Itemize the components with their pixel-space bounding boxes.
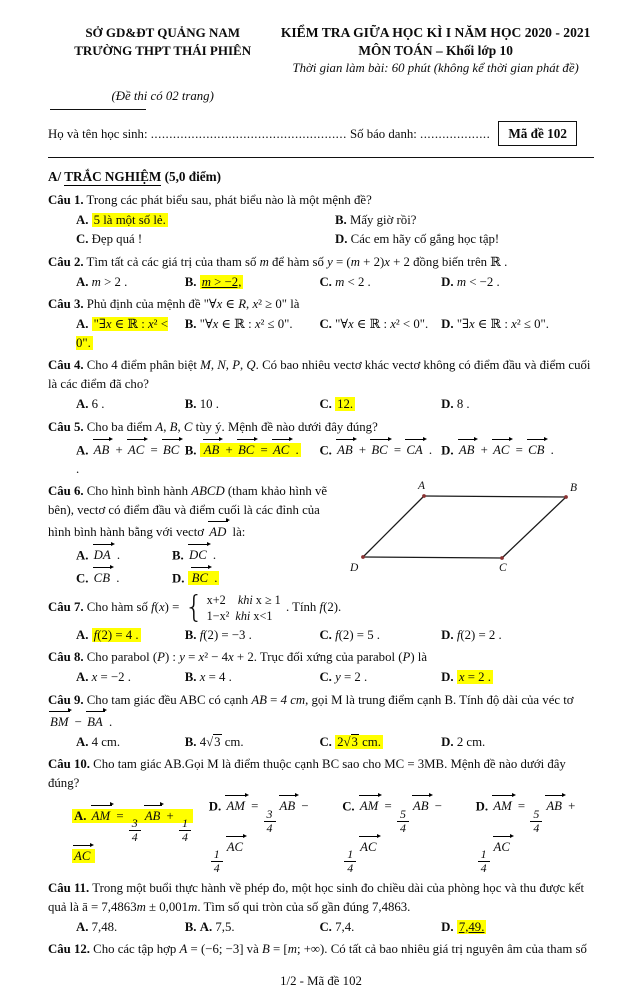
option-letter: C. bbox=[319, 734, 332, 749]
answer-option[interactable] bbox=[76, 668, 185, 688]
option-letter: A. bbox=[76, 670, 89, 685]
answer-option[interactable] bbox=[76, 272, 185, 292]
question-number: Câu 3. bbox=[48, 297, 84, 312]
option-text: "∀x ∈ ℝ : x² ≤ 0". bbox=[199, 317, 293, 332]
option-text: 12. bbox=[337, 396, 354, 411]
answer-option[interactable] bbox=[76, 565, 172, 588]
option-letter: C. bbox=[319, 627, 332, 642]
question bbox=[48, 418, 594, 479]
question bbox=[48, 691, 594, 752]
option-letter: C. bbox=[319, 274, 332, 289]
answer-option[interactable] bbox=[476, 793, 594, 875]
option-text: DC . bbox=[187, 548, 216, 562]
option-text: y = 2 . bbox=[335, 670, 368, 685]
answer-option[interactable] bbox=[72, 803, 194, 867]
option-letter: B. bbox=[184, 317, 197, 332]
question-text: Trong một buổi thực hành về phép đo, một học sinh đo chiều dài của phòng học và thu được kết quả là ā = 7,4863m ± 0,001m. Tìm số qui tròn của số gần đúng 7,4863. bbox=[48, 881, 585, 914]
question-text: Phủ định của mệnh đề "∀x ∈ R, x² ≥ 0" là bbox=[86, 297, 300, 312]
vertex-label-d: D bbox=[350, 562, 359, 575]
option-text: 10 . bbox=[199, 396, 219, 411]
answer-option[interactable] bbox=[185, 668, 320, 688]
department-name: SỞ GD&ĐT QUẢNG NAM bbox=[85, 25, 240, 40]
page-footer: 1/2 - Mã đề 102 bbox=[280, 973, 362, 988]
parallelogram-figure bbox=[342, 478, 594, 588]
option-letter: C. bbox=[76, 571, 89, 586]
option-letter: B. bbox=[184, 274, 197, 289]
question-stem bbox=[48, 356, 594, 393]
question-number: Câu 10. bbox=[48, 757, 90, 772]
question bbox=[48, 482, 594, 588]
option-letter: B. bbox=[184, 919, 197, 934]
option-letter: A. bbox=[76, 274, 89, 289]
header-right bbox=[277, 24, 594, 78]
option-text: "∀x ∈ ℝ : x² < 0". bbox=[335, 317, 429, 332]
option-text: m > −2, bbox=[201, 274, 242, 289]
option-letter: A. bbox=[76, 548, 89, 563]
answer-option[interactable] bbox=[185, 732, 320, 752]
option-text: 4 cm. bbox=[91, 734, 121, 749]
question-stem bbox=[48, 879, 594, 916]
answer-option[interactable] bbox=[76, 210, 335, 230]
exam-duration: Thời gian làm bài: 60 phút (không kể thời gian phát đề) bbox=[292, 60, 579, 75]
question bbox=[48, 253, 594, 292]
header-left bbox=[48, 24, 277, 78]
option-text: AB + BC = CA . bbox=[335, 443, 432, 457]
option-letter: D. bbox=[172, 571, 185, 586]
option-letter: B. bbox=[184, 396, 197, 411]
answer-option[interactable] bbox=[319, 272, 441, 292]
question-text: Cho tam giác AB.Gọi M là điểm thuộc cạnh BC sao cho MC = 3MB. Mệnh đề nào dưới đây đúng? bbox=[48, 757, 566, 790]
option-text: AB + AC = BC . bbox=[76, 443, 182, 476]
option-letter: D. bbox=[475, 799, 489, 814]
answer-option[interactable] bbox=[335, 230, 594, 250]
option-text: BC . bbox=[188, 571, 220, 585]
question-text: Cho tam giác đều ABC có cạnh AB = 4 cm, gọi M là trung điểm cạnh B. Tính độ dài của véc tơ BM − BA . bbox=[48, 693, 574, 729]
option-text: 6 . bbox=[91, 396, 105, 411]
page-header bbox=[48, 24, 594, 78]
student-info-row bbox=[48, 121, 594, 146]
question-text: Cho parabol (P) : y = x² − 4x + 2. Trục đối xứng của parabol (P) là bbox=[86, 650, 428, 665]
option-letter: D. bbox=[441, 443, 454, 458]
answer-option[interactable] bbox=[441, 394, 594, 414]
option-text: x = 4 . bbox=[199, 670, 232, 685]
answer-option[interactable] bbox=[76, 625, 185, 645]
question-stem bbox=[48, 253, 594, 272]
option-text: 7,49. bbox=[458, 919, 485, 934]
question-stem bbox=[48, 191, 594, 210]
answer-option[interactable] bbox=[76, 230, 335, 250]
question-stem bbox=[48, 755, 594, 792]
answer-option[interactable] bbox=[185, 394, 320, 414]
answer-option[interactable] bbox=[342, 793, 460, 875]
question bbox=[48, 940, 594, 959]
option-letter: D. bbox=[441, 734, 454, 749]
option-letter: A. bbox=[76, 734, 89, 749]
question-stem bbox=[48, 295, 594, 314]
answer-option[interactable] bbox=[76, 394, 185, 414]
option-letter: D. bbox=[335, 232, 348, 247]
question-number: Câu 9. bbox=[48, 692, 84, 707]
answer-option[interactable] bbox=[441, 625, 594, 645]
question bbox=[48, 589, 594, 645]
question bbox=[48, 879, 594, 937]
short-rule bbox=[50, 109, 146, 110]
option-letter: D. bbox=[441, 396, 454, 411]
answer-option[interactable] bbox=[441, 917, 594, 937]
answer-option[interactable] bbox=[441, 668, 594, 688]
question-number: Câu 8. bbox=[48, 650, 84, 665]
option-letter: C. bbox=[319, 396, 332, 411]
answer-option[interactable] bbox=[185, 917, 320, 937]
answer-option[interactable] bbox=[76, 315, 185, 353]
option-text: A. 7,5. bbox=[199, 919, 235, 934]
question-stem bbox=[48, 589, 594, 625]
option-letter: C. bbox=[342, 799, 355, 814]
answer-option[interactable] bbox=[76, 542, 172, 565]
option-text: m < 2 . bbox=[335, 274, 371, 289]
answer-option[interactable] bbox=[441, 437, 594, 479]
question-number: Câu 2. bbox=[48, 254, 84, 269]
option-letter: D. bbox=[441, 919, 454, 934]
question-text: Cho các tập hợp A = (−6; −3] và B = [m; +∞). Có tất cả bao nhiêu giá trị nguyên âm của tham số bbox=[93, 942, 587, 957]
option-letter: C. bbox=[319, 919, 332, 934]
exam-subject: MÔN TOÁN – Khối lớp 10 bbox=[358, 42, 513, 58]
option-text: Đẹp quá ! bbox=[91, 232, 143, 247]
answer-option[interactable] bbox=[319, 315, 441, 353]
option-letter: D. bbox=[441, 317, 454, 332]
option-text: 5 là một số lẻ. bbox=[93, 212, 166, 227]
question-text: Cho hình bình hành ABCD (tham khảo hình vẽ bên), vectơ có điểm đầu và điểm cuối là các đỉnh của hình bình hành bằng với vectơ AD là: bbox=[48, 484, 327, 539]
question-text: Cho hàm số f(x) = { x+2 khi x ≥ 1 1−x² khi x<1 . Tính f(2). bbox=[86, 589, 342, 625]
question-number: Câu 4. bbox=[48, 358, 84, 373]
option-text: f(2) = −3 . bbox=[199, 627, 252, 642]
question bbox=[48, 356, 594, 414]
question bbox=[48, 295, 594, 353]
exam-code-box: Mã đề 102 bbox=[498, 121, 577, 146]
question-number: Câu 11. bbox=[48, 881, 90, 896]
section-points: (5,0 điểm) bbox=[164, 169, 222, 185]
option-letter: D. bbox=[441, 670, 454, 685]
exam-note: (Đề thi có 02 trang) bbox=[111, 88, 214, 103]
option-letter: D. bbox=[208, 799, 222, 814]
question-text: Cho ba điểm A, B, C tùy ý. Mệnh đề nào dưới đây đúng? bbox=[86, 419, 378, 434]
option-text: Các em hãy cố gắng học tập! bbox=[350, 232, 500, 247]
option-text: f(2) = 4 . bbox=[93, 627, 139, 642]
question-number: Câu 6. bbox=[48, 484, 84, 499]
option-text: AM = $\frac{3}{4}$ AB + $\frac{1}{4}$ AC bbox=[72, 809, 193, 864]
vertex-label-c: C bbox=[499, 562, 507, 575]
student-name-label: Họ và tên học sinh: bbox=[48, 126, 148, 141]
option-letter: B. bbox=[184, 443, 197, 458]
question-stem bbox=[48, 482, 336, 541]
section-prefix: A/ bbox=[48, 169, 62, 185]
question-text: Tìm tất cả các giá trị của tham số m để hàm số y = (m + 2)x + 2 đồng biến trên ℝ . bbox=[86, 254, 508, 269]
option-text: m < −2 . bbox=[456, 274, 500, 289]
option-text: AM = $\frac{5}{4}$ AB + $\frac{1}{4}$ AC bbox=[476, 799, 576, 854]
option-text: 4√3 cm. bbox=[199, 734, 244, 749]
parallelogram-svg bbox=[342, 478, 594, 574]
sbd-blank: ................... bbox=[420, 126, 491, 141]
option-text: CB . bbox=[92, 571, 120, 585]
question bbox=[48, 648, 594, 687]
option-letter: C. bbox=[319, 317, 332, 332]
question-number: Câu 12. bbox=[48, 942, 90, 957]
option-letter: A. bbox=[76, 396, 89, 411]
option-letter: B. bbox=[335, 212, 347, 227]
vertex-label-a: A bbox=[418, 480, 426, 493]
question-stem bbox=[48, 648, 594, 667]
option-letter: C. bbox=[76, 232, 89, 247]
question bbox=[48, 191, 594, 250]
option-text: 7,4. bbox=[335, 919, 355, 934]
option-letter: A. bbox=[76, 919, 89, 934]
option-text: x = −2 . bbox=[91, 670, 131, 685]
option-text: AM = $\frac{5}{4}$ AB − $\frac{1}{4}$ AC bbox=[342, 799, 442, 854]
answer-option[interactable] bbox=[172, 565, 302, 588]
option-letter: B. bbox=[184, 627, 197, 642]
option-text: "∃x ∈ ℝ : x² < 0". bbox=[76, 317, 168, 350]
option-letter: B. bbox=[184, 670, 197, 685]
option-letter: A. bbox=[76, 627, 89, 642]
answer-option[interactable] bbox=[335, 210, 594, 230]
option-letter: A. bbox=[76, 317, 89, 332]
question-number: Câu 5. bbox=[48, 419, 84, 434]
header-divider bbox=[48, 157, 594, 158]
option-letter: A. bbox=[74, 808, 87, 823]
option-text: x = 2 . bbox=[458, 670, 491, 685]
answer-option[interactable] bbox=[185, 315, 320, 353]
option-letter: A. bbox=[76, 212, 89, 227]
question-stem bbox=[48, 940, 594, 959]
option-text: f(2) = 5 . bbox=[335, 627, 380, 642]
option-letter: B. bbox=[184, 734, 197, 749]
option-letter: A. bbox=[76, 443, 89, 458]
option-letter: D. bbox=[441, 627, 454, 642]
option-text: "∃x ∈ ℝ : x² ≤ 0". bbox=[456, 317, 549, 332]
option-text: AB + AC = CB . bbox=[457, 443, 554, 457]
option-text: DA . bbox=[92, 548, 120, 562]
answer-option[interactable] bbox=[319, 917, 441, 937]
option-text: Mấy giờ rồi? bbox=[349, 212, 417, 227]
question-text: Trong các phát biểu sau, phát biểu nào là một mệnh đề? bbox=[86, 192, 372, 207]
option-letter: C. bbox=[319, 670, 332, 685]
school-name: TRƯỜNG THPT THÁI PHIÊN bbox=[74, 42, 252, 58]
section-title: TRẮC NGHIỆM bbox=[64, 169, 162, 185]
option-text: f(2) = 2 . bbox=[456, 627, 502, 642]
answer-option[interactable] bbox=[319, 625, 441, 645]
option-text: 2 cm. bbox=[456, 734, 486, 749]
question-list bbox=[48, 191, 594, 959]
answer-option[interactable] bbox=[441, 315, 594, 353]
answer-option[interactable] bbox=[76, 732, 185, 752]
answer-option[interactable] bbox=[185, 437, 320, 479]
answer-option[interactable] bbox=[441, 732, 594, 752]
option-letter: C. bbox=[319, 443, 332, 458]
option-text: m > 2 . bbox=[91, 274, 128, 289]
option-text: 8 . bbox=[456, 396, 470, 411]
answer-option[interactable] bbox=[319, 437, 441, 479]
answer-option[interactable] bbox=[185, 272, 320, 292]
exam-title: KIỂM TRA GIỮA HỌC KÌ I NĂM HỌC 2020 - 2021 bbox=[280, 25, 591, 40]
answer-option[interactable] bbox=[209, 793, 327, 875]
option-text: 2√3 cm. bbox=[337, 734, 381, 749]
question-number: Câu 7. bbox=[48, 599, 84, 614]
question-stem bbox=[48, 418, 594, 437]
section-heading bbox=[48, 167, 594, 186]
answer-option[interactable] bbox=[319, 394, 441, 414]
answer-option[interactable] bbox=[185, 625, 320, 645]
option-text: AB + BC = AC . bbox=[200, 443, 301, 457]
option-letter: D. bbox=[441, 274, 454, 289]
answer-option[interactable] bbox=[319, 668, 441, 688]
sbd-label: Số báo danh: bbox=[349, 126, 417, 141]
question-text: Cho 4 điểm phân biệt M, N, P, Q. Có bao nhiêu vectơ khác vectơ không có điểm đầu và điểm cuối là các điểm đã cho? bbox=[48, 358, 591, 391]
option-text: 7,48. bbox=[91, 919, 118, 934]
answer-option[interactable] bbox=[172, 542, 302, 565]
answer-option[interactable] bbox=[441, 272, 594, 292]
answer-option[interactable] bbox=[76, 917, 185, 937]
option-letter: B. bbox=[172, 548, 184, 563]
option-text: AM = $\frac{3}{4}$ AB − $\frac{1}{4}$ AC bbox=[209, 799, 309, 854]
answer-option[interactable] bbox=[76, 437, 185, 479]
question bbox=[48, 755, 594, 875]
student-name-blank: ..................................................... bbox=[150, 126, 347, 141]
question-stem bbox=[48, 691, 594, 732]
answer-option[interactable] bbox=[319, 732, 441, 752]
question-number: Câu 1. bbox=[48, 192, 84, 207]
vertex-label-b: B bbox=[570, 482, 578, 495]
